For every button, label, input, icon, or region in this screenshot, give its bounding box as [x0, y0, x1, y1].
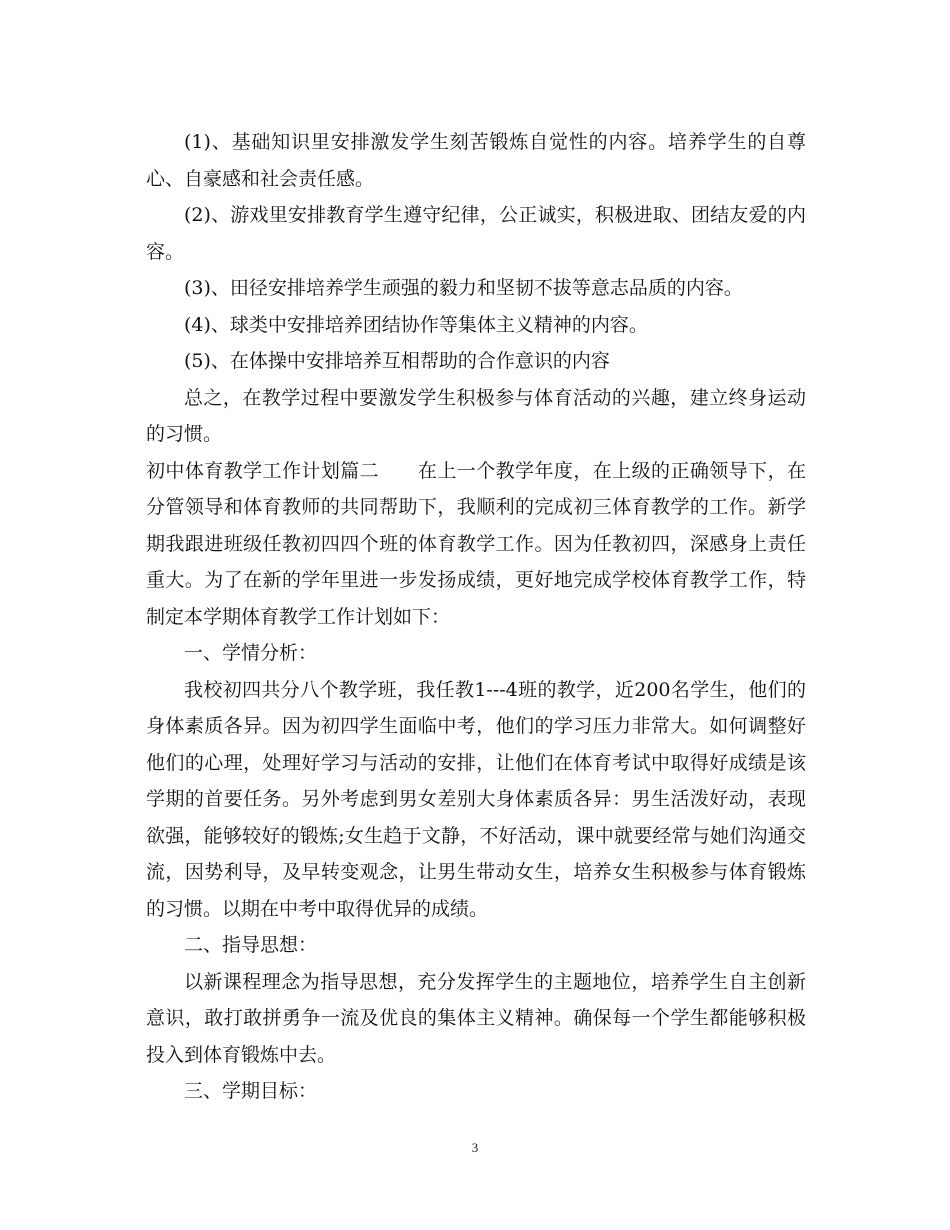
summary-paragraph: 总之，在教学过程中要激发学生积极参与体育活动的兴趣，建立终身运动的习惯。	[146, 386, 806, 445]
paragraph-item-4: (4)、球类中安排培养团结协作等集体主义精神的内容。	[184, 313, 648, 336]
paragraph-item-5: (5)、在体操中安排培养互相帮助的合作意识的内容	[184, 350, 610, 372]
paragraph-item-2: (2)、游戏里安排教育学生遵守纪律，公正诚实，积极进取、团结友爱的内容。	[146, 204, 806, 263]
learning-analysis-paragraph: 我校初四共分八个教学班，我任教1---4班的教学，近200名学生，他们的身体素质各异。因为初四学生面临中考，他们的学习压力非常大。如何调整好他们的心理，处理好学习与活动的安排，让他们在体育考试中取得好成绩是该学期的首要任务。另外考虑到男女差别大身体素质各异：男生活泼好动，表现欲强，能够较好的锻炼;女生趋于文静，不好活动，课中就要经常与她们沟通交流，因势利导，及早转变观念，让男生带动女生，培养女生积极参与体育锻炼的习惯。以期在中考中取得优异的成绩。	[146, 678, 806, 920]
guiding-thought-paragraph: 以新课程理念为指导思想，充分发挥学生的主题地位，培养学生自主创新意识，敢打敢拼勇争一流及优良的集体主义精神。确保每一个学生都能够积极投入到体育锻炼中去。	[146, 970, 806, 1066]
section-two-intro-paragraph: 初中体育教学工作计划篇二 在上一个教学年度，在上级的正确领导下，在分管领导和体育教师的共同帮助下，我顺利的完成初三体育教学的工作。新学期我跟进班级任教初四四个班的体育教学工作。因为任教初四，深感身上责任重大。为了在新的学年里进一步发扬成绩，更好地完成学校体育教学工作，特制定本学期体育教学工作计划如下：	[146, 459, 806, 628]
heading-guiding-thought: 二、指导思想：	[184, 934, 318, 956]
page-body	[146, 124, 806, 1110]
heading-semester-goals: 三、学期目标：	[184, 1080, 318, 1102]
page-number: 3	[471, 1140, 479, 1155]
paragraph-item-3: (3)、田径安排培养学生顽强的毅力和坚韧不拔等意志品质的内容。	[184, 277, 743, 299]
heading-learning-analysis: 一、学情分析：	[184, 642, 318, 664]
paragraph-item-1: (1)、基础知识里安排激发学生刻苦锻炼自觉性的内容。培养学生的自尊心、自豪感和社会责任感。	[146, 131, 806, 190]
